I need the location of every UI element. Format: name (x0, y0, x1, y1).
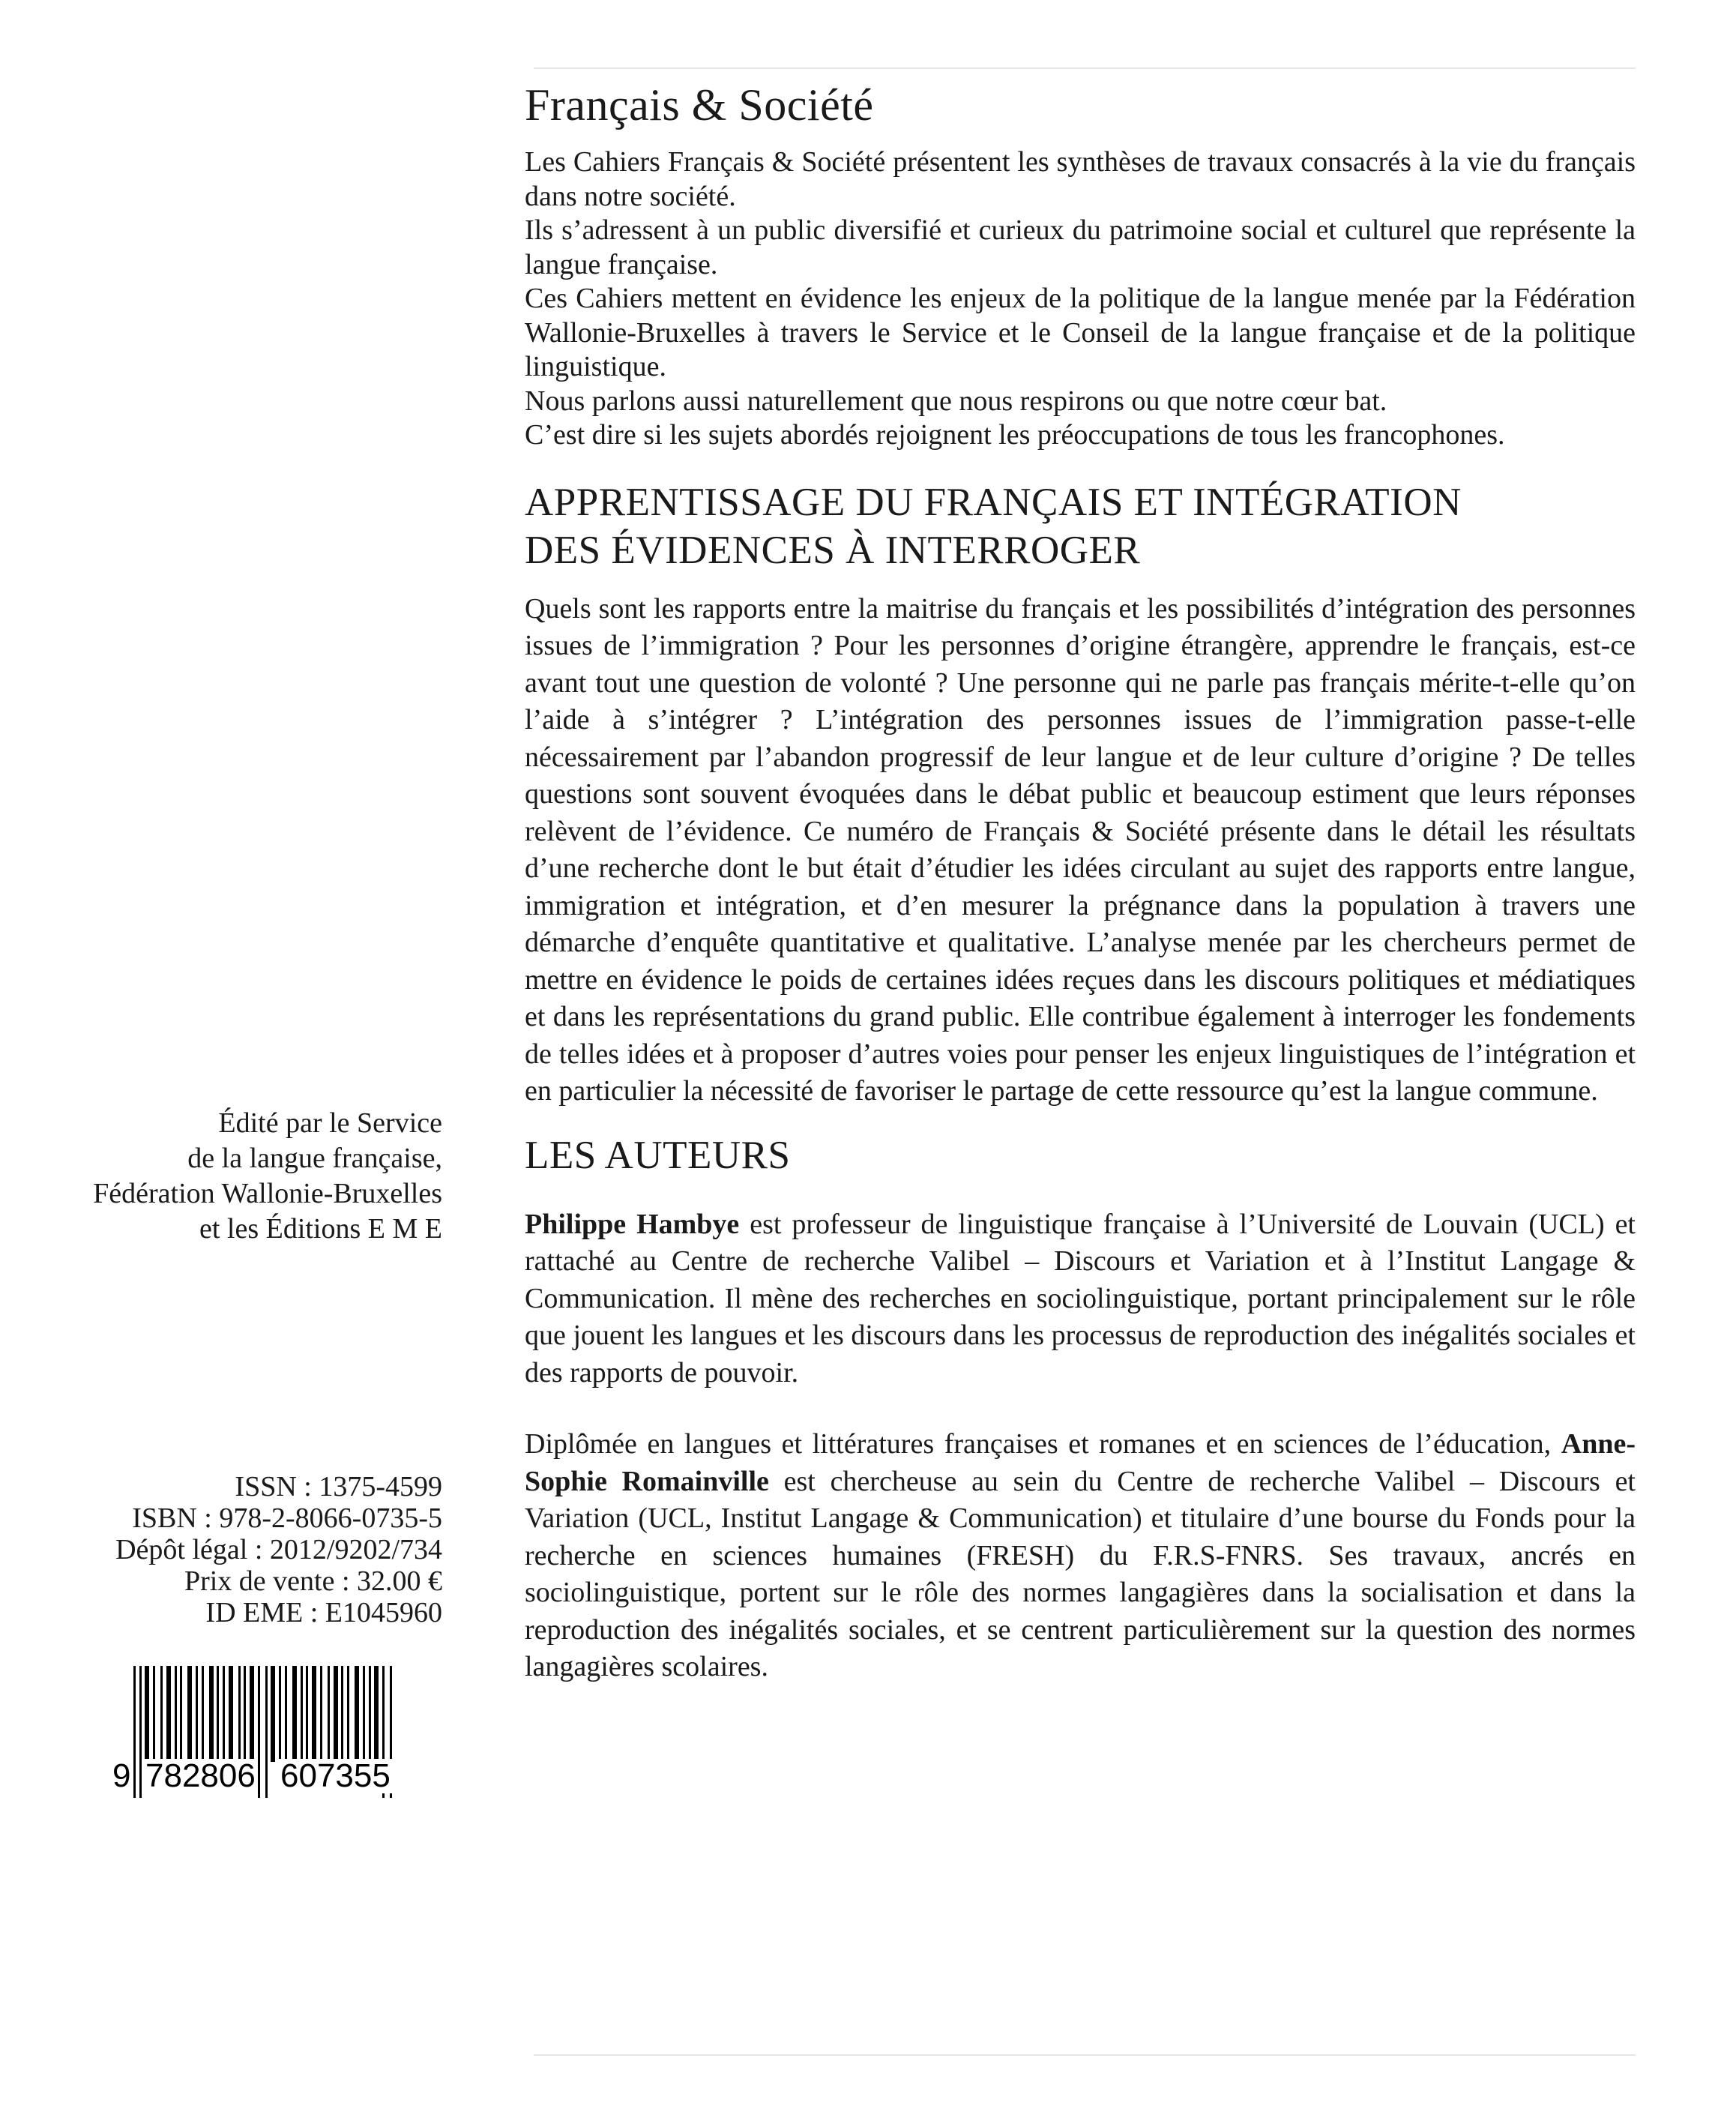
isbn: ISBN : 978-2-8066-0735-5 (132, 1502, 442, 1534)
barcode-bar (301, 1666, 303, 1762)
barcode-bar (160, 1666, 163, 1762)
barcode-bar (347, 1666, 349, 1762)
barcode-bar (180, 1666, 182, 1762)
barcode-lead-digit: 9 (112, 1757, 131, 1794)
issn: ISSN : 1375-4599 (235, 1471, 442, 1502)
barcode-bar (238, 1666, 241, 1762)
barcode-bar (166, 1666, 171, 1762)
barcode-digits-left: 782806 (145, 1757, 256, 1794)
author-bio-text: est chercheuse au sein du Centre de recherche Valibel – Discours et Variation (UCL, Institut Langage & Communication) et titulaire d’une bourse du Fonds pour la recherche en sciences humaines (FRESH) du F.R.S-FNRS. Ses travaux, ancrés en sociolinguistique, portent sur le rôle des normes langagières dans la socialisation et dans la reproduction des inégalités sociales, et se centrent particulièrement sur la question des normes langagières scolaires. (525, 1465, 1636, 1682)
barcode-bar (223, 1666, 225, 1762)
barcode-bar (209, 1666, 214, 1762)
barcode-bar (244, 1666, 246, 1762)
barcode-bar (369, 1666, 371, 1762)
barcode-bar (306, 1666, 308, 1762)
publisher-line: Édité par le Service (218, 1107, 442, 1139)
barcode-bar (175, 1666, 177, 1762)
barcode-bar (363, 1666, 365, 1762)
barcode-bar (279, 1666, 281, 1762)
intro-paragraph: C’est dire si les sujets abordés rejoignent les préoccupations de tous les francophones. (525, 419, 1505, 451)
barcode-bar (153, 1666, 155, 1762)
legal-deposit: Dépôt légal : 2012/9202/734 (115, 1534, 442, 1565)
series-title: Français & Société (525, 80, 874, 130)
author-bio-text: est professeur de linguistique française à l’Université de Louvain (UCL) et rattaché au Centre de recherche Valibel – Discours et Variation et à l’Institut Langage & Communication. Il mène des recherches en sociolinguistique, portant principalement sur le rôle que jouent les langues et les discours dans les processus de reproduction des inégalités sociales et des rapports de pouvoir. (525, 1208, 1636, 1389)
intro-paragraph: Les Cahiers Français & Société présentent les synthèses de travaux consacrés à la vie du français dans notre société. (525, 146, 1636, 212)
publisher-info (30, 1106, 442, 1247)
barcode-bar (145, 1666, 149, 1762)
bottom-divider (534, 2054, 1636, 2056)
barcode-bar (341, 1666, 343, 1762)
barcode-bar (217, 1666, 219, 1762)
main-column (525, 75, 1636, 1686)
barcode-bar (312, 1666, 316, 1762)
barcode-bar (250, 1666, 254, 1762)
eme-id: ID EME : E1045960 (205, 1597, 442, 1628)
barcode-bar (133, 1666, 136, 1798)
author-name: Anne-Sophie Romainville (525, 1428, 1636, 1497)
author-name: Philippe Hambye (525, 1208, 740, 1240)
barcode-bar (229, 1666, 233, 1762)
barcode-bar (271, 1666, 275, 1762)
intro-paragraph: Ces Cahiers mettent en évidence les enjeux de la politique de la langue menée par la Fédération Wallonie-Bruxelles à travers le Service et le Conseil de la langue française et de la politique linguistique. (525, 283, 1636, 382)
barcode-bar (334, 1666, 338, 1762)
barcode-bar (187, 1666, 192, 1762)
book-title (525, 478, 1636, 574)
barcode-bar (258, 1666, 260, 1798)
barcode-digits-right: 607355 (280, 1757, 391, 1794)
barcode-bar (202, 1666, 204, 1762)
barcode-bar (265, 1666, 268, 1798)
book-summary: Quels sont les rapports entre la maitrise du français et les possibilités d’intégration des personnes issues de l’immigration ? Pour les personnes d’origine étrangère, apprendre le français, est-ce avant tout une question de volonté ? Une personne qui ne parle pas français mérite-t-elle qu’on l’aide à s’intégrer ? L’intégration des personnes issues de l’immigration passe-t-elle nécessairement par l’abandon progressif de leur langue et de leur culture d’origine ? De telles questions sont souvent évoquées dans le débat public et beaucoup estiment que leurs réponses relèvent de l’évidence. Ce numéro de Français & Société présente dans le détail les résultats d’une recherche dont le but était d’étudier les idées circulant au sujet des rapports entre langue, immigration et intégration, et d’en mesurer la prégnance dans la population à travers une démarche d’enquête quantitative et qualitative. L’analyse menée par les chercheurs permet de mettre en évidence le poids de certaines idées reçues dans les discours politiques et médiatiques et dans les représentations du grand public. Elle contribue également à interroger les fondements de telles idées et à proposer d’autres voies pour penser les enjeux linguistiques de l’intégration et en particulier la nécessité de favoriser le partage de cette ressource qu’est la langue commune. (525, 592, 1636, 1107)
book-subtitle-line: DES ÉVIDENCES À INTERROGER (525, 528, 1141, 572)
identifier-list (30, 1471, 442, 1628)
top-divider (534, 67, 1636, 69)
barcode-bar (139, 1666, 142, 1798)
publisher-line: et les Éditions E M E (199, 1213, 442, 1245)
barcode-bar (285, 1666, 287, 1762)
intro-paragraph: Nous parlons aussi naturellement que nous respirons ou que notre cœur bat. (525, 385, 1387, 417)
publisher-line: Fédération Wallonie-Bruxelles (93, 1178, 442, 1209)
authors-heading: LES AUTEURS (525, 1133, 791, 1177)
publisher-line: de la langue française, (187, 1143, 442, 1174)
sale-price: Prix de vente : 32.00 € (184, 1565, 442, 1597)
intro-paragraph: Ils s’adressent à un public diversifié et curieux du patrimoine social et culturel que représente la langue française. (525, 214, 1636, 280)
book-title-line: APPRENTISSAGE DU FRANÇAIS ET INTÉGRATION (525, 480, 1462, 524)
isbn-barcode (112, 1666, 421, 1792)
series-intro (525, 145, 1636, 453)
barcode-bar (292, 1666, 297, 1762)
barcode-bar (355, 1666, 359, 1762)
author-bio (525, 1426, 1636, 1686)
barcode-bar (196, 1666, 198, 1762)
author-bio (525, 1206, 1636, 1392)
author-bio-intro: Diplômée en langues et littératures françaises et romanes et en sciences de l’éducation, (525, 1428, 1561, 1460)
barcode-bar (374, 1666, 379, 1762)
barcode-bar (328, 1666, 330, 1762)
barcode-bar (320, 1666, 322, 1762)
